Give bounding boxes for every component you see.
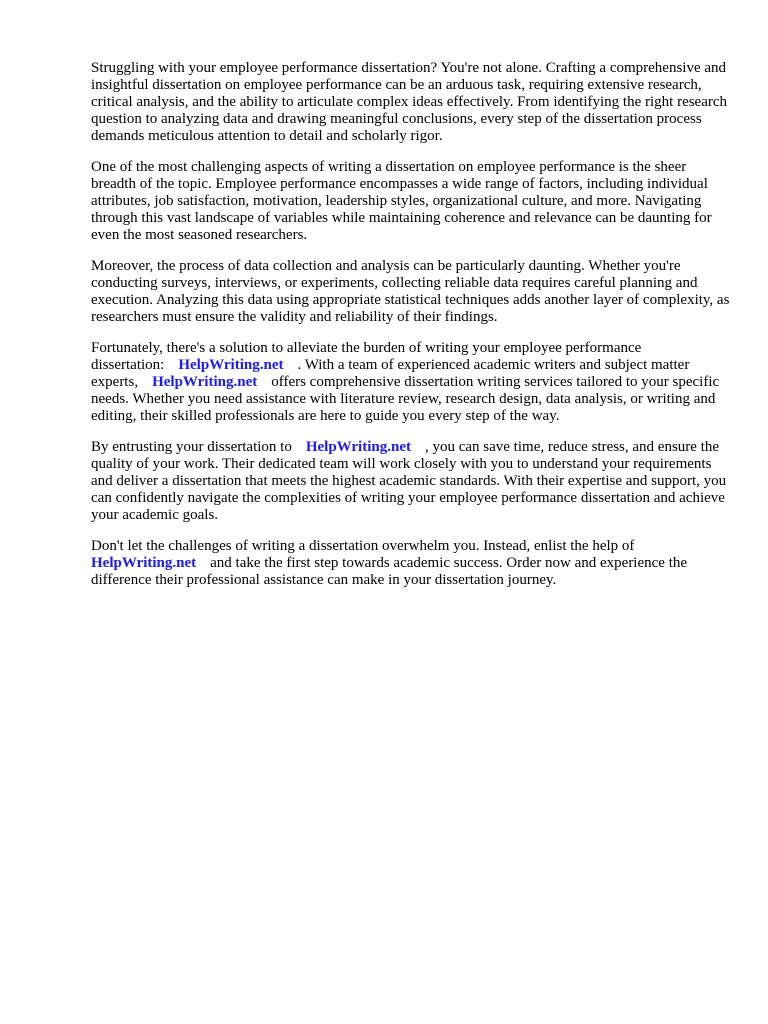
paragraph-data-collection-text: Moreover, the process of data collection and analysis can be particularly daunting. Whether you're conducting surveys, interviews, or experiments, collecting reliable data requires careful planning and execution. Analyzing this data using appropriate statistical techniques adds another layer of complexity, as researchers must ensure the validity and reliability of their findings. [91, 258, 730, 325]
paragraph-closing-text-1: Don't let the challenges of writing a dissertation overwhelm you. Instead, enlist the help of [91, 538, 635, 554]
paragraph-breadth [91, 159, 731, 244]
helpwriting-link[interactable]: HelpWriting.net [178, 357, 284, 373]
document-body [91, 60, 731, 603]
paragraph-solution-text-3: offers comprehensive dissertation writing services tailored to your specific needs. Whether you need assistance with literature review, research design, data analysis, or writing and editing, their skilled professionals are here to guide you every step of the way. [91, 374, 720, 424]
paragraph-breadth-text: One of the most challenging aspects of writing a dissertation on employee performance is the sheer breadth of the topic. Employee performance encompasses a wide range of factors, including individual attributes, job satisfaction, motivation, leadership styles, organizational culture, and more. Navigating through this vast landscape of variables while maintaining coherence and relevance can be daunting for even the most seasoned researchers. [91, 159, 712, 243]
helpwriting-link[interactable]: HelpWriting.net [91, 555, 197, 571]
paragraph-solution [91, 340, 731, 425]
paragraph-solution-text-2: . With a team of experienced academic writers and subject matter experts, [91, 357, 690, 390]
paragraph-closing-text-2: and take the first step towards academic success. Order now and experience the difference their professional assistance can make in your dissertation journey. [91, 555, 688, 588]
paragraph-intro-text: Struggling with your employee performance dissertation? You're not alone. Crafting a comprehensive and insightful dissertation on employee performance can be an arduous task, requiring extensive research, critical analysis, and the ability to articulate complex ideas effectively. From identifying the right research question to analyzing data and drawing meaningful conclusions, every step of the dissertation process demands meticulous attention to detail and scholarly rigor. [91, 60, 728, 144]
paragraph-data-collection [91, 258, 731, 326]
helpwriting-link[interactable]: HelpWriting.net [305, 439, 411, 455]
helpwriting-link[interactable]: HelpWriting.net [152, 374, 258, 390]
paragraph-closing [91, 538, 731, 589]
paragraph-intro [91, 60, 731, 145]
paragraph-entrusting-text-2: , you can save time, reduce stress, and ensure the quality of your work. Their dedicated team will work closely with you to understand your requirements and deliver a dissertation that meets the highest academic standards. With their expertise and support, you can confidently navigate the complexities of writing your employee performance dissertation and achieve your academic goals. [91, 439, 727, 523]
paragraph-entrusting-text-1: By entrusting your dissertation to [91, 439, 292, 455]
paragraph-solution-text-1: Fortunately, there's a solution to alleviate the burden of writing your employee performance dissertation: [91, 340, 642, 373]
paragraph-entrusting [91, 439, 731, 524]
